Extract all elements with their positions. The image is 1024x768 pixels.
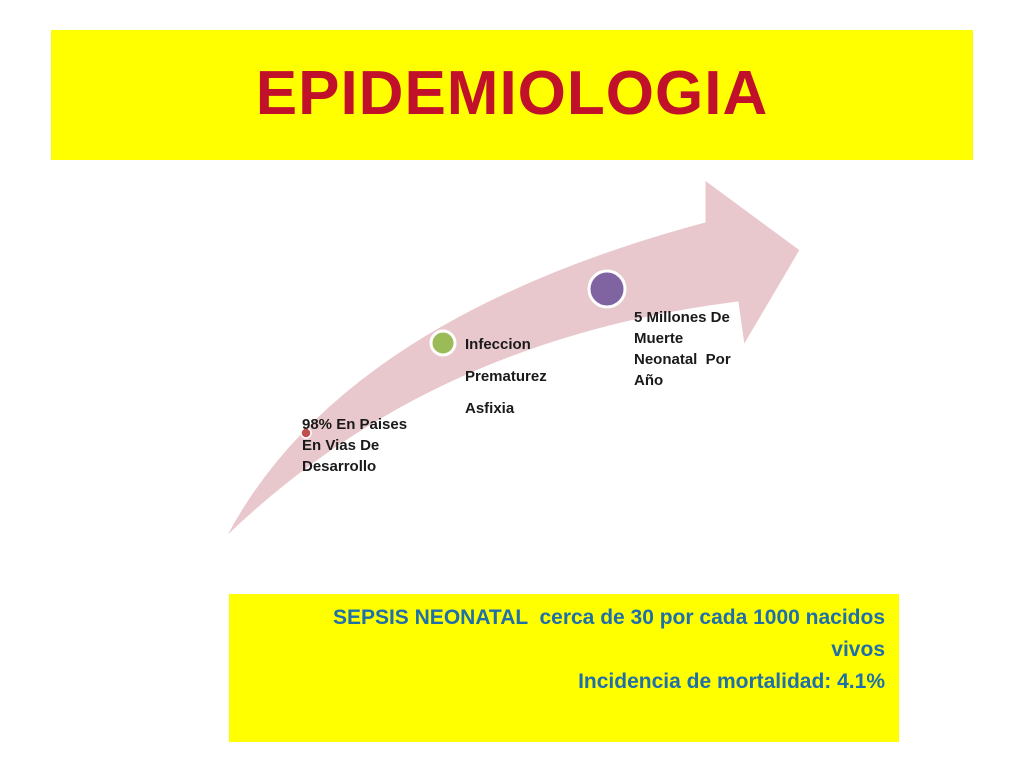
stage-3-marker xyxy=(589,271,625,307)
stage-2-marker xyxy=(431,331,455,355)
stage-2-item: Asfixia xyxy=(465,400,515,417)
slide-title: EPIDEMIOLOGIA xyxy=(255,58,769,128)
stage-3-line: Muerte xyxy=(634,330,684,347)
stage-1-line: En Vias De xyxy=(302,437,380,454)
note-line-1: SEPSIS NEONATAL cerca de 30 por cada 1000 nacidos xyxy=(332,606,885,629)
stage-1-label xyxy=(302,414,407,477)
stage-3-line: Año xyxy=(634,372,664,389)
stage-3-label xyxy=(634,307,731,391)
sepsis-note-box xyxy=(229,594,899,742)
stage-1-line: 98% En Paises xyxy=(302,416,408,433)
stage-2-list xyxy=(465,334,547,430)
note-line-3: Incidencia de mortalidad: 4.1% xyxy=(578,670,885,693)
note-line-2: vivos xyxy=(831,638,885,661)
stage-1-line: Desarrollo xyxy=(302,458,377,475)
stage-3-line: Neonatal Por xyxy=(634,351,731,368)
stage-2-item: Infeccion xyxy=(465,336,531,353)
stage-3-line: 5 Millones De xyxy=(634,309,730,326)
stage-2-item: Prematurez xyxy=(465,368,547,385)
